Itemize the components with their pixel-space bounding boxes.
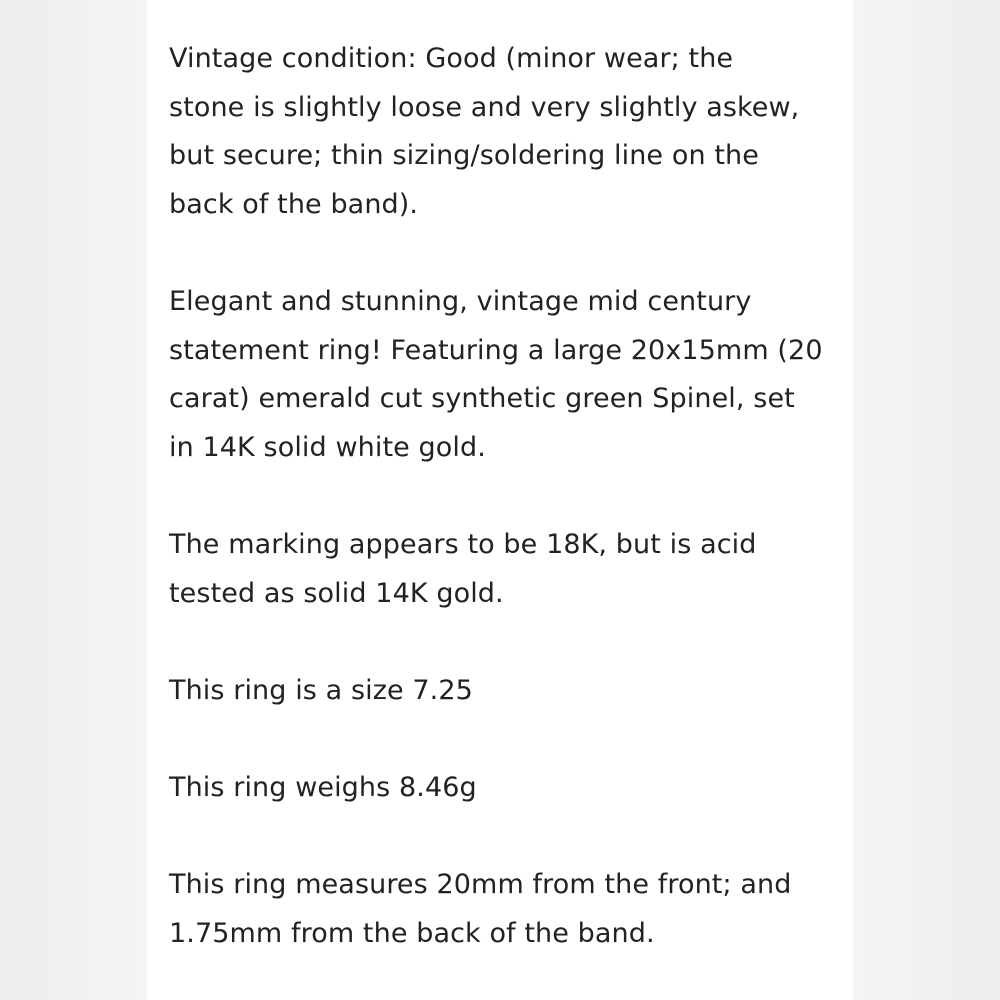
size-paragraph [169,667,853,716]
background-right-margin [853,0,1000,1000]
description-line: Elegant and stunning, vintage mid century [169,285,752,317]
description-line: This ring measures 20mm from the front; and [169,869,792,901]
description-line: statement ring! Featuring a large 20x15mm (20 [169,334,823,366]
measurements-paragraph [169,861,853,958]
background-left-margin [0,0,147,1000]
condition-paragraph [169,35,853,229]
description-line: tested as solid 14K gold. [169,577,504,609]
description-line: carat) emerald cut synthetic green Spinel, set [169,383,795,415]
item-description [169,35,853,958]
description-line: This ring weighs 8.46g [169,771,477,803]
description-line: stone is slightly loose and very slightly askew, [169,91,800,123]
description-line: This ring is a size 7.25 [169,674,473,706]
description-line: The marking appears to be 18K, but is acid [169,528,757,560]
description-line: but secure; thin sizing/soldering line on the [169,140,759,172]
weight-paragraph [169,764,853,813]
description-line: Vintage condition: Good (minor wear; the [169,43,734,74]
description-line: 1.75mm from the back of the band. [169,917,655,949]
feature-paragraph [169,278,853,472]
description-line: back of the band). [169,188,419,220]
description-line: in 14K solid white gold. [169,431,486,463]
marking-paragraph [169,521,853,618]
description-panel [147,0,853,1000]
